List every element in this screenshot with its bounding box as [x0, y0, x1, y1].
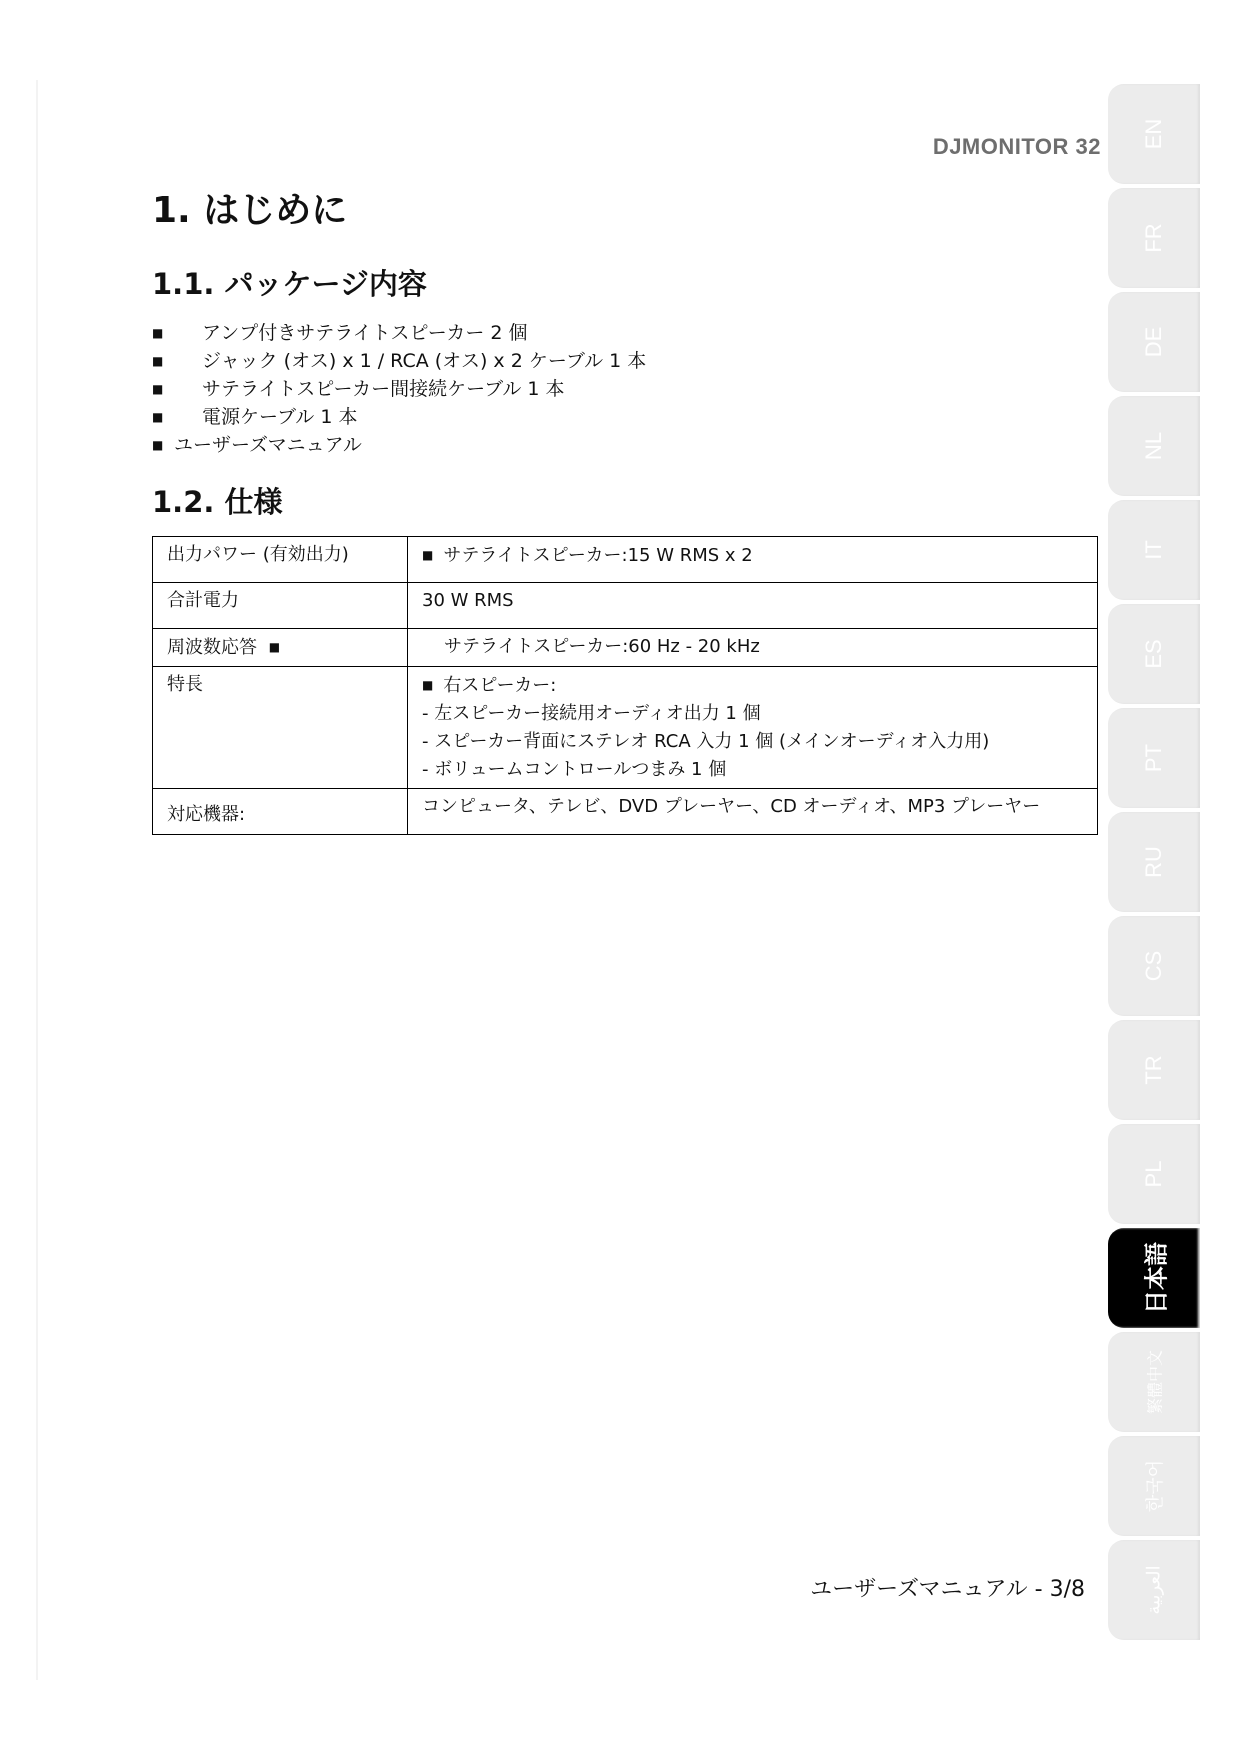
tab-ru[interactable]: [1108, 812, 1200, 912]
language-tabs: [1108, 84, 1200, 1644]
bullet-icon: ■: [152, 382, 164, 396]
bullet-icon: ■: [152, 410, 164, 424]
list-item-text: ユーザーズマニュアル: [174, 434, 362, 456]
list-item-text: ジャック (オス) x 1 / RCA (オス) x 2 ケーブル 1 本: [202, 350, 647, 372]
tab-label: RU: [1141, 846, 1166, 878]
tab-label: NL: [1141, 431, 1166, 461]
spec-label: [153, 629, 408, 667]
tab-label: العربية: [1143, 1565, 1164, 1615]
spec-label-text: 対応機器:: [167, 804, 246, 825]
spec-label-text: 周波数応答: [167, 637, 257, 658]
page-edge: [36, 80, 38, 1680]
tab-label: IT: [1141, 540, 1166, 560]
spec-value-text: - ボリュームコントロールつまみ 1 個: [422, 759, 727, 780]
tab-nl[interactable]: [1108, 396, 1200, 496]
bullet-icon: ■: [152, 326, 164, 340]
spec-label: [153, 789, 408, 835]
tab-label: DE: [1141, 326, 1166, 358]
tab-label: FR: [1141, 223, 1166, 253]
list-item: [152, 375, 646, 403]
spec-value: [408, 667, 1098, 789]
list-item-text: 電源ケーブル 1 本: [202, 406, 358, 428]
tab-label: PL: [1141, 1160, 1166, 1188]
spec-value: [408, 789, 1098, 835]
tab-it[interactable]: [1108, 500, 1200, 600]
tab-fr[interactable]: [1108, 188, 1200, 288]
list-item-text: アンプ付きサテライトスピーカー 2 個: [202, 322, 528, 344]
bullet-icon: ■: [422, 678, 434, 692]
tab-pl[interactable]: [1108, 1124, 1200, 1224]
page-footer: ユーザーズマニュアル - 3/8: [810, 1577, 1085, 1602]
spec-value-text: サテライトスピーカー:15 W RMS x 2: [443, 545, 753, 566]
table-row: [153, 583, 1098, 629]
spec-value-text: - 左スピーカー接続用オーディオ出力 1 個: [422, 703, 761, 724]
tab-ar[interactable]: [1108, 1540, 1200, 1640]
tab-label: TR: [1141, 1055, 1166, 1085]
list-item: [152, 319, 646, 347]
bullet-icon: ■: [422, 548, 434, 562]
spec-label: 出力パワー (有効出力): [153, 537, 408, 583]
tab-tr[interactable]: [1108, 1020, 1200, 1120]
table-row: [153, 537, 1098, 583]
spec-label: 合計電力: [153, 583, 408, 629]
tab-cs[interactable]: [1108, 916, 1200, 1016]
spec-value: [408, 629, 1098, 667]
product-name: DJMONITOR 32: [932, 134, 1101, 159]
tab-de[interactable]: [1108, 292, 1200, 392]
list-item: [152, 347, 646, 375]
bullet-icon: ■: [152, 438, 164, 452]
tab-label: PT: [1141, 743, 1166, 773]
tab-label: 한국어: [1145, 1459, 1165, 1513]
list-item: [152, 431, 646, 459]
page-title: 1. はじめに: [152, 190, 348, 231]
list-item: [152, 403, 646, 431]
package-heading: 1.1. パッケージ内容: [152, 267, 427, 301]
list-item-text: サテライトスピーカー間接続ケーブル 1 本: [202, 378, 565, 400]
tab-label: EN: [1141, 118, 1166, 150]
spec-value-text: コンピュータ、テレビ、DVD プレーヤー、CD オーディオ、MP3 プレーヤー: [422, 796, 1041, 817]
tab-label: ES: [1141, 639, 1166, 669]
spec-label: 特長: [153, 667, 408, 789]
package-list: [152, 319, 646, 459]
spec-value: [408, 537, 1098, 583]
spec-value-text: 30 W RMS: [422, 590, 514, 611]
tab-label: 日本語: [1143, 1242, 1171, 1314]
specs-table: [152, 536, 1098, 835]
bullet-icon: ■: [152, 354, 164, 368]
spec-value: [408, 583, 1098, 629]
tab-pt[interactable]: [1108, 708, 1200, 808]
table-row: [153, 667, 1098, 789]
specs-heading: 1.2. 仕様: [152, 485, 283, 519]
tab-en[interactable]: [1108, 84, 1200, 184]
tab-ko[interactable]: [1108, 1436, 1200, 1536]
spec-value-text: - スピーカー背面にステレオ RCA 入力 1 個 (メインオーディオ入力用): [422, 731, 990, 752]
tab-ja[interactable]: [1108, 1228, 1200, 1328]
table-row: [153, 789, 1098, 835]
bullet-icon: ■: [268, 640, 281, 654]
tab-es[interactable]: [1108, 604, 1200, 704]
tab-label: CS: [1141, 950, 1166, 982]
tab-zh-tw[interactable]: [1108, 1332, 1200, 1432]
table-row: [153, 629, 1098, 667]
spec-value-text: サテライトスピーカー:60 Hz - 20 kHz: [444, 636, 760, 657]
spec-value-text: 右スピーカー:: [443, 675, 557, 696]
tab-label: 繁體中文: [1147, 1349, 1165, 1415]
